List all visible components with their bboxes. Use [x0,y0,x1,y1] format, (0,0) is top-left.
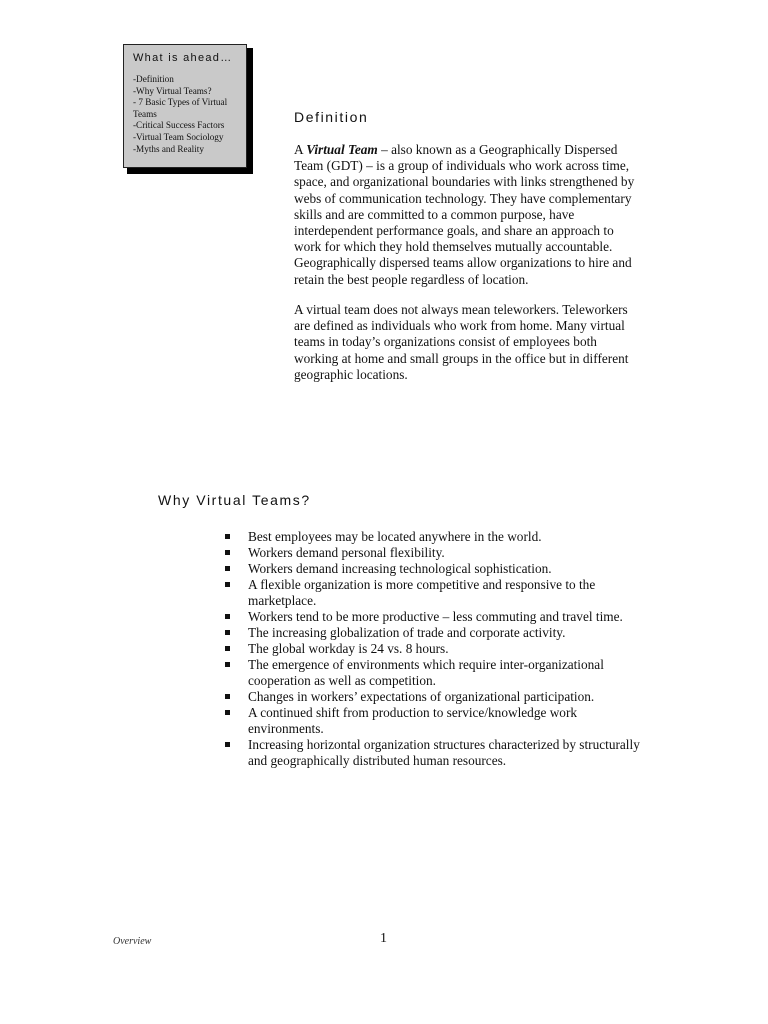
definition-paragraph-1 [294,142,644,288]
bullet-icon [225,710,230,715]
list-item-text: Best employees may be located anywhere in the world. [248,529,542,544]
list-item [224,689,644,705]
list-item [224,529,644,545]
list-item [224,705,644,737]
whats-ahead-item: -Virtual Team Sociology [133,131,224,142]
whats-ahead-item: -Myths and Reality [133,143,204,154]
list-item [224,577,644,609]
whats-ahead-item: Teams [133,108,157,119]
list-item-text: Workers demand personal flexibility. [248,545,445,560]
bullet-icon [225,742,230,747]
bullet-icon [225,694,230,699]
whats-ahead-item: -Critical Success Factors [133,120,225,131]
definition-heading: Definition [294,109,369,125]
list-item [224,625,644,641]
bullet-icon [225,582,230,587]
why-virtual-teams-heading: Why Virtual Teams? [158,492,311,508]
list-item-text: The increasing globalization of trade and corporate activity. [248,625,566,640]
list-item-text: Workers demand increasing technological sophistication. [248,561,552,576]
footer-section-label: Overview [113,936,152,947]
list-item [224,737,644,769]
list-item-text: The emergence of environments which require inter-organizational cooperation as well as competition. [248,657,604,688]
bullet-icon [225,646,230,651]
list-item-text: Workers tend to be more productive – less commuting and travel time. [248,609,623,624]
whats-ahead-item: -Definition [133,74,174,84]
list-item-text: Changes in workers’ expectations of organizational participation. [248,689,595,704]
list-item-text: The global workday is 24 vs. 8 hours. [248,641,449,656]
list-item [224,641,644,657]
list-item [224,609,644,625]
bullet-icon [225,550,230,555]
list-item [224,545,644,561]
virtual-team-term: Virtual Team [306,142,378,157]
list-item [224,561,644,577]
bullet-icon [225,662,230,667]
bullet-icon [225,566,230,571]
list-item [224,657,644,689]
definition-paragraph-2: A virtual team does not always mean teleworkers. Teleworkers are defined as individuals who work from home. Many virtual teams in today’s organizations consist of employees both working at home and small groups in the office but in different geographic locations. [294,302,629,382]
whats-ahead-item: - 7 Basic Types of Virtual [133,97,228,108]
whats-ahead-item: -Why Virtual Teams? [133,85,212,96]
bullet-icon [225,630,230,635]
whats-ahead-box [123,44,247,168]
page-number: 1 [380,931,387,946]
list-item-text: Increasing horizontal organization structures characterized by structurally and geographically distributed human resources. [248,737,640,768]
definition-prefix: A [294,142,307,157]
whats-ahead-title: What is ahead… [133,52,233,64]
list-item-text: A flexible organization is more competitive and responsive to the marketplace. [248,577,596,608]
whats-ahead-list [133,74,240,155]
bullet-icon [225,614,230,619]
why-virtual-teams-list [224,529,644,769]
bullet-icon [225,534,230,539]
definition-body: – also known as a Geographically Dispersed Team (GDT) – is a group of individuals who work across time, space, and organizational boundaries with links strengthened by webs of communication technology. They have complementary skills and are committed to a common purpose, have interdependent performance goals, and share an approach to work for which they hold themselves mutually accountable. Geographically dispersed teams allow organizations to hire and retain the best people regardless of location. [294,142,635,287]
list-item-text: A continued shift from production to service/knowledge work environments. [248,705,578,736]
